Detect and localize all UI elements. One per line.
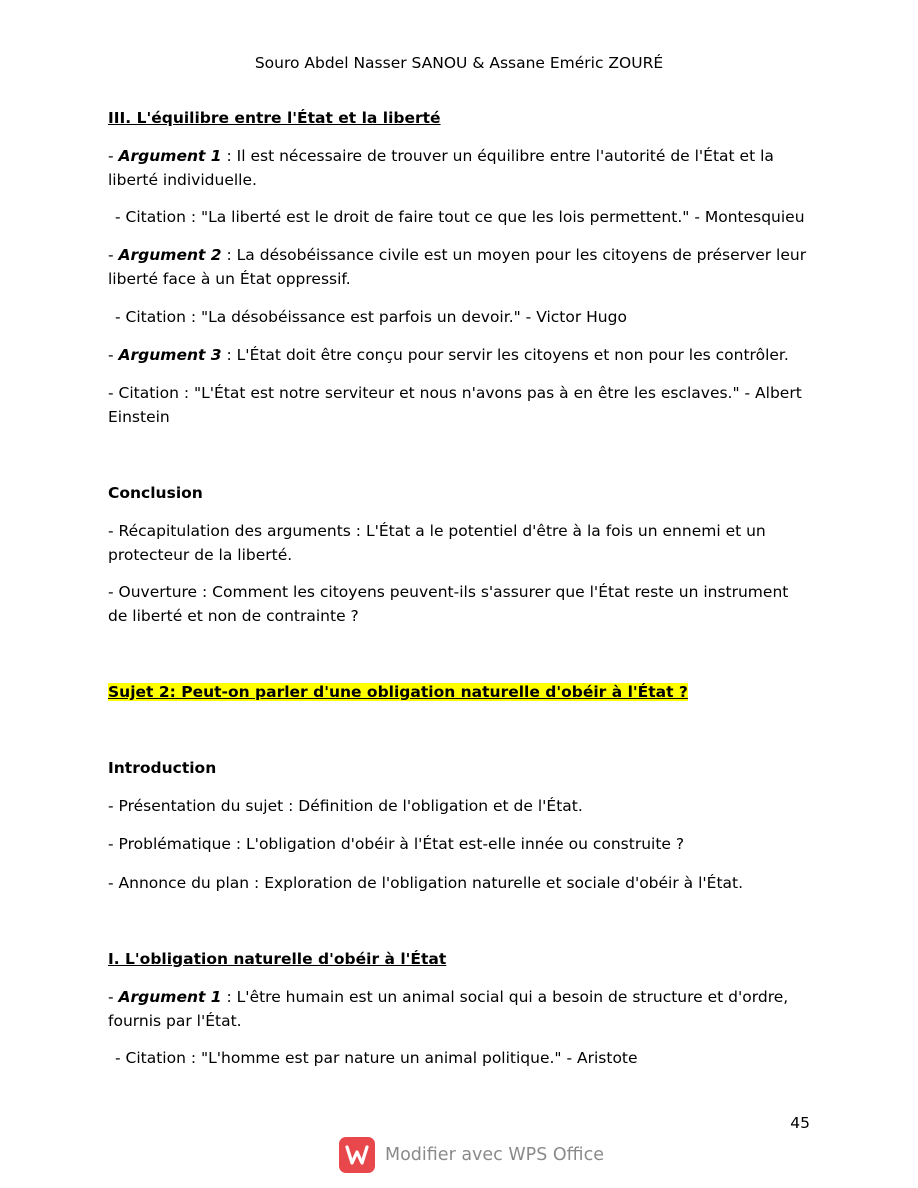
introduction-problematique: - Problématique : L'obligation d'obéir à l'État est-elle innée ou construite ? [108, 835, 685, 853]
conclusion-ouverture: - Ouverture : Comment les citoyens peuvent-ils s'assurer que l'État reste un instrument de liberté et non de contrainte ? [108, 583, 789, 625]
section-3-argument-3: - Argument 3 : L'État doit être conçu pour servir les citoyens et non pour les contrôler. [108, 346, 789, 364]
wps-edit-label[interactable]: Modifier avec WPS Office [385, 1145, 604, 1165]
section-3-citation-2: - Citation : "La désobéissance est parfois un devoir." - Victor Hugo [115, 308, 627, 326]
section-3-argument-1: - Argument 1 : Il est nécessaire de trouver un équilibre entre l'autorité de l'État et la liberté individuelle. [108, 147, 774, 189]
section-3-argument-2: - Argument 2 : La désobéissance civile est un moyen pour les citoyens de préserver leur liberté face à un État oppressif. [108, 246, 807, 288]
sujet-2-heading: Sujet 2: Peut-on parler d'une obligation naturelle d'obéir à l'État ? [108, 683, 688, 701]
wps-edit-banner[interactable] [339, 1137, 604, 1173]
conclusion-heading: Conclusion [108, 484, 203, 502]
introduction-annonce: - Annonce du plan : Exploration de l'obligation naturelle et sociale d'obéir à l'État. [108, 874, 744, 892]
section-1-heading: I. L'obligation naturelle d'obéir à l'État [108, 950, 447, 968]
page-number: 45 [790, 1114, 810, 1132]
section-3-citation-1: - Citation : "La liberté est le droit de faire tout ce que les lois permettent." - Montesquieu [115, 208, 805, 226]
section-1-argument-1: - Argument 1 : L'être humain est un animal social qui a besoin de structure et d'ordre, fournis par l'État. [108, 988, 789, 1030]
wps-office-logo-icon [339, 1137, 375, 1173]
section-3-citation-3: - Citation : "L'État est notre serviteur et nous n'avons pas à en être les esclaves." - Albert Einstein [108, 384, 802, 426]
conclusion-recap: - Récapitulation des arguments : L'État a le potentiel d'être à la fois un ennemi et un protecteur de la liberté. [108, 522, 766, 564]
section-3-heading: III. L'équilibre entre l'État et la liberté [108, 109, 441, 127]
page-header: Souro Abdel Nasser SANOU & Assane Eméric ZOURÉ [254, 54, 664, 72]
introduction-heading: Introduction [108, 759, 217, 777]
introduction-presentation: - Présentation du sujet : Définition de l'obligation et de l'État. [108, 797, 583, 815]
section-1-citation-1: - Citation : "L'homme est par nature un animal politique." - Aristote [115, 1049, 638, 1067]
